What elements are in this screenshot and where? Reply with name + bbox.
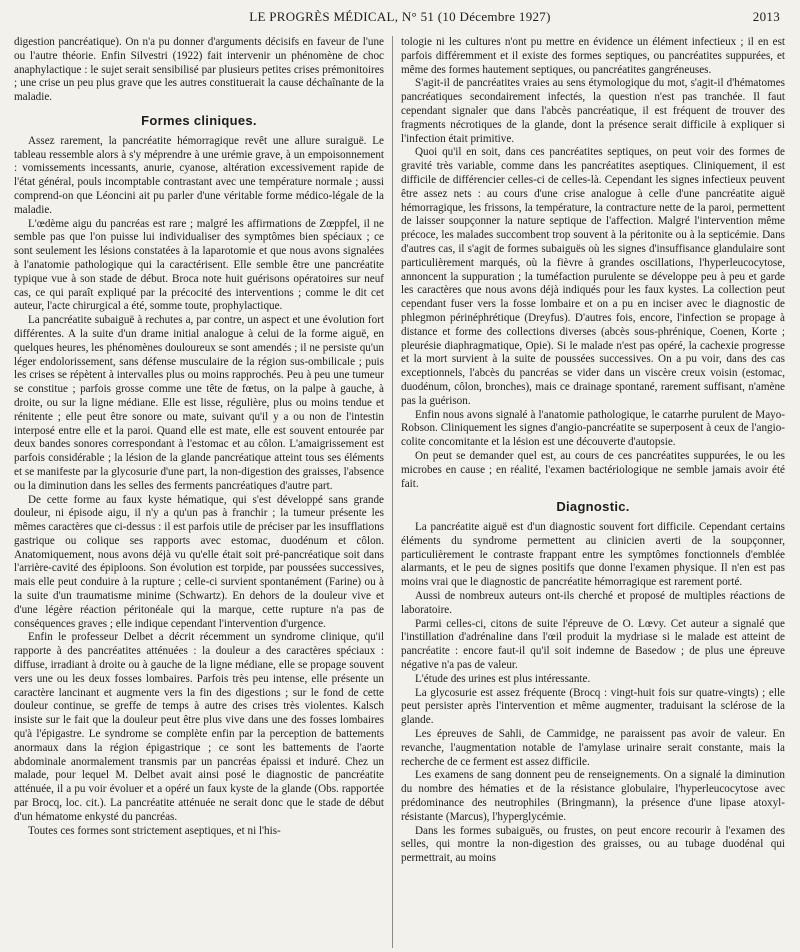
paragraph: Enfin le professeur Delbet a décrit récemment un syndrome clinique, qu'il rapporte à des pancréatites atténuées : la douleur a des caractères spéciaux : diffuse, irradiant à droite ou à gauche de la ligne médiane, elle se propage souvent vers une ou les deux fosses lombaires. Parfois très peu intense, elle présente un caractère lancinant et augmente vers la fin des digestions ; sur le fond de cette douleur continue, se greffe de temps à autre des crises très violentes. Kalsch insiste sur le fait que la douleur peut être plus vive dans une des fosses lombaires qu'à l'épigastre. Le syndrome se complète enfin par la perception de battements anormaux dans la région épigastrique ; ce sont les battements de l'aorte abdominale anormalement transmis par un pancréas épaissi et induré. Chez un malade, pour lequel M. Delbet avait ainsi posé le diagnostic de pancréatite atténuée, il a pu voir évoluer et a opéré un faux kyste de la glande (Obs. rapportée par Brocq, loc. cit.). La pancréatite atténuée ne serait donc que le stade de début d'un hématome enkysté du pancréas. — [14, 631, 384, 823]
paragraph: Les examens de sang donnent peu de renseignements. On a signalé la diminution du nombre des hématies et de la résistance globulaire, l'hyperleucocytose avec prédominance des neutrophiles (Bringmann), la présence d'une lipase atoxyl-résistante (Marcus), l'hyperglycémie. — [401, 769, 785, 823]
paragraph: tologie ni les cultures n'ont pu mettre en évidence un élément infectieux ; il en est parfois différemment et il existe des formes septiques, ou pancréatites suppurées, et même des formes hautement septiques, ou pancréatites gangréneuses. — [401, 36, 785, 76]
column-divider — [392, 36, 393, 948]
running-header — [0, 7, 800, 29]
section-heading-formes-cliniques: Formes cliniques. — [141, 112, 257, 128]
paragraph: Assez rarement, la pancréatite hémorragique revêt une allure suraiguë. Le tableau ressemble alors à s'y méprendre à une urémie grave, à un empoisonnement : vomissements incessants, anurie, cyanose, altération excessivement rapide de l'état général, pouls incomptable contrastant avec une température normale ; aussi comprend-on que Léoncini ait pu parler d'une véritable forme médico-légale de la maladie. — [14, 134, 384, 216]
page-number: 2013 — [752, 9, 780, 24]
paragraph: Aussi de nombreux auteurs ont-ils cherché et proposé de multiples réactions de laboratoire. — [401, 590, 785, 616]
paragraph: Dans les formes subaiguës, ou frustes, on peut encore recourir à l'examen des selles, qui montre la non-digestion des graisses, ou au tubage duodénal qui permettrait, au moins — [401, 824, 785, 865]
paragraph: Quoi qu'il en soit, dans ces pancréatites septiques, on peut voir des formes de gravité très variable, comme dans les pancréatites aseptiques. Cliniquement, il est difficile de différencier celles-ci de celles-là. Cependant les signes infectieux peuvent être assez nets : au cours d'une crise analogue à celle d'une pancréatite aiguë hémorragique, les frissons, la température, la contracture nette de la paroi, permettent de laisser soupçonner la nature septique de l'affection. Malgré l'intervention même précoce, les malades succombent trop souvent à la péritonite ou à la septicémie. Dans d'autres cas, il s'agit de formes subaiguës où les signes d'insuffisance glandulaire sont particulièrement marqués, où la fièvre à grandes oscillations, l'hyperleucocytose, annoncent la suppuration ; la tuméfaction purulente se développe peu à peu et garde les caractères que nous avons déjà indiqués pour les faux kystes. La collection peut cependant fuser vers la fosse lombaire et on a pu en inciser avec le diagnostic de phlegmon périnéphrétique (Dreyfus). D'autres fois, encore, l'infection se propage à distance et forme des collections diverses (abcès sous-phrénique, Coenen, Korte ; pleurésie diaphragmatique, Opie). Si le malade n'est pas opéré, la cachexie progresse et la mort survient à la suite de poussées successives. On a pu voir, dans des cas exceptionnels, l'abcès du pancréas se vider dans un viscère creux voisin (estomac, duodénum, côlon, bronches), mais ce drainage spontané, rarement suffisant, n'amène pas la guérison. — [401, 146, 785, 407]
paragraph: S'agit-il de pancréatites vraies au sens étymologique du mot, s'agit-il d'hématomes pancréatiques secondairement infectés, la question n'est pas tranchée. Il faut cependant signaler que dans l'abcès pancréatique, il est fréquent de trouver des fragments nécrotiques de la glande, dont la présence serait difficile à expliquer si l'infection était primitive. — [401, 77, 785, 145]
journal-title: LE PROGRÈS MÉDICAL, N° 51 (10 Décembre 1927) — [249, 9, 551, 24]
paragraph: Toutes ces formes sont strictement aseptiques, et ni l'his- — [28, 824, 281, 837]
paragraph: digestion pancréatique). On n'a pu donner d'arguments décisifs en faveur de l'une ou l'autre théorie. Enfin Silvestri (1922) fait intervenir un phénomène de choc anaphylactique : le sujet serait sensibilisé par plusieurs petites crises prémonitoires ; une crise un peu plus grave que les autres constituerait la cause déchaînante de la maladie. — [14, 36, 384, 104]
paragraph: La glycosurie est assez fréquente (Brocq : vingt-huit fois sur quatre-vingts) ; elle peut persister après l'intervention et même augmenter, traduisant la sclérose de la glande. — [401, 686, 785, 727]
paragraph: Les épreuves de Sahli, de Cammidge, ne paraissent pas avoir de valeur. En revanche, l'augmentation notable de l'amylase urinaire serait constante, mais la recherche de ce ferment est assez difficile. — [401, 728, 785, 768]
right-column — [401, 36, 785, 948]
paragraph: La pancréatite subaiguë à rechutes a, par contre, un aspect et une évolution fort différentes. A la suite d'un drame initial analogue à celui de la forme aiguë, en quelques heures, les phénomènes douloureux se sont amendés ; il ne persiste qu'un léger endolorissement, sans défense musculaire de la région sus-ombilicale ; puis les crises se répètent à intervalles plus ou moins rapprochés. Peu à peu une tumeur se constitue ; parfois grosse comme une tête de fœtus, on la palpe à gauche, à droite, ou sur la ligne médiane. Elle est lisse, régulière, plus ou moins tendue et rénitente ; elle peut être sonore ou mate, suivant qu'il y a ou non de l'intestin interposé entre elle et la paroi. Quand elle est mate, elle est souvent entourée par deux bandes sonores correspondant à l'estomac et au côlon. L'amaigrissement est parfois considérable ; la lésion de la glande pancréatique atteint tous ses éléments et se manifeste par la glycosurie d'une part, la non-digestion des graisses, l'absence ou la diminution dans les selles des ferments pancréatiques d'autre part. — [14, 314, 384, 492]
paragraph: L'étude des urines est plus intéressante. — [415, 672, 591, 685]
paragraph: On peut se demander quel est, au cours de ces pancréatites suppurées, le ou les microbes en cause ; en réalité, l'examen bactériologique ne semble jamais avoir été fait. — [401, 449, 785, 490]
left-column — [14, 36, 384, 948]
section-heading-diagnostic: Diagnostic. — [556, 499, 630, 515]
paragraph: Parmi celles-ci, citons de suite l'épreuve de O. Lœvy. Cet auteur a signalé que l'instillation d'adrénaline dans l'œil produit la mydriase si le malade est atteint de pancréatite : encore faut-il qu'il soit indemne de Basedow ; de plus une épreuve négative n'a pas de valeur. — [401, 617, 785, 672]
paragraph: Enfin nous avons signalé à l'anatomie pathologique, le catarrhe purulent de Mayo-Robson. Cliniquement les signes d'angio-pancréatite se superposent à ceux de l'angio-colite concomitante et la lésion est une découverte d'autopsie. — [401, 408, 785, 449]
paragraph: L'œdème aigu du pancréas est rare ; malgré les affirmations de Zœppfel, il ne semble pas que l'on puisse lui individualiser des symptômes bien spéciaux ; ce sont seulement les lésions constatées à la laparotomie et que nous avons signalées à l'anatomie pathologique qui la caractérisent. Elle semble être une pancréatite typique vue à son stade de début. Broca note huit guérisons opératoires sur neuf cas, ce qui paraît expliqué par la précocité des interventions ; comme le dit cet auteur, l'acte chirurgical a été, somme toute, prophylactique. — [14, 217, 384, 313]
paragraph: La pancréatite aiguë est d'un diagnostic souvent fort difficile. Cependant certains éléments du syndrome permettent au clinicien averti de la soupçonner, particulièrement le contraste frappant entre les symptômes fonctionnels d'emblée alarmants, et le peu de signes positifs que donne l'examen physique. Il n'en est pas moins vrai que le diagnostic de pancréatite hémorragique est rarement porté. — [401, 521, 785, 589]
paragraph: De cette forme au faux kyste hématique, qui s'est développé sans grande douleur, ni épisode aigu, il n'y a qu'un pas à franchir ; la tumeur présente les mêmes caractères que ci-dessus : il est parfois utile de préciser par les insufflations gastrique ou colique ses rapports avec estomac, duodénum et côlon. Anatomiquement, nous avons déjà vu qu'elle était soit pré-pancréatique soit dans l'arrière-cavité des épiploons. Son évolution est torpide, par poussées successives, mais elle peut conduire à la rupture ; celle-ci survient spontanément (Farine) ou à la suite d'un traumatisme minime (Schwartz). En dehors de la douleur vive et d'une légère réaction péritonéale qui la marque, cette rupture n'a pas de conséquences graves ; elle indique cependant l'intervention d'urgence. — [14, 493, 384, 630]
